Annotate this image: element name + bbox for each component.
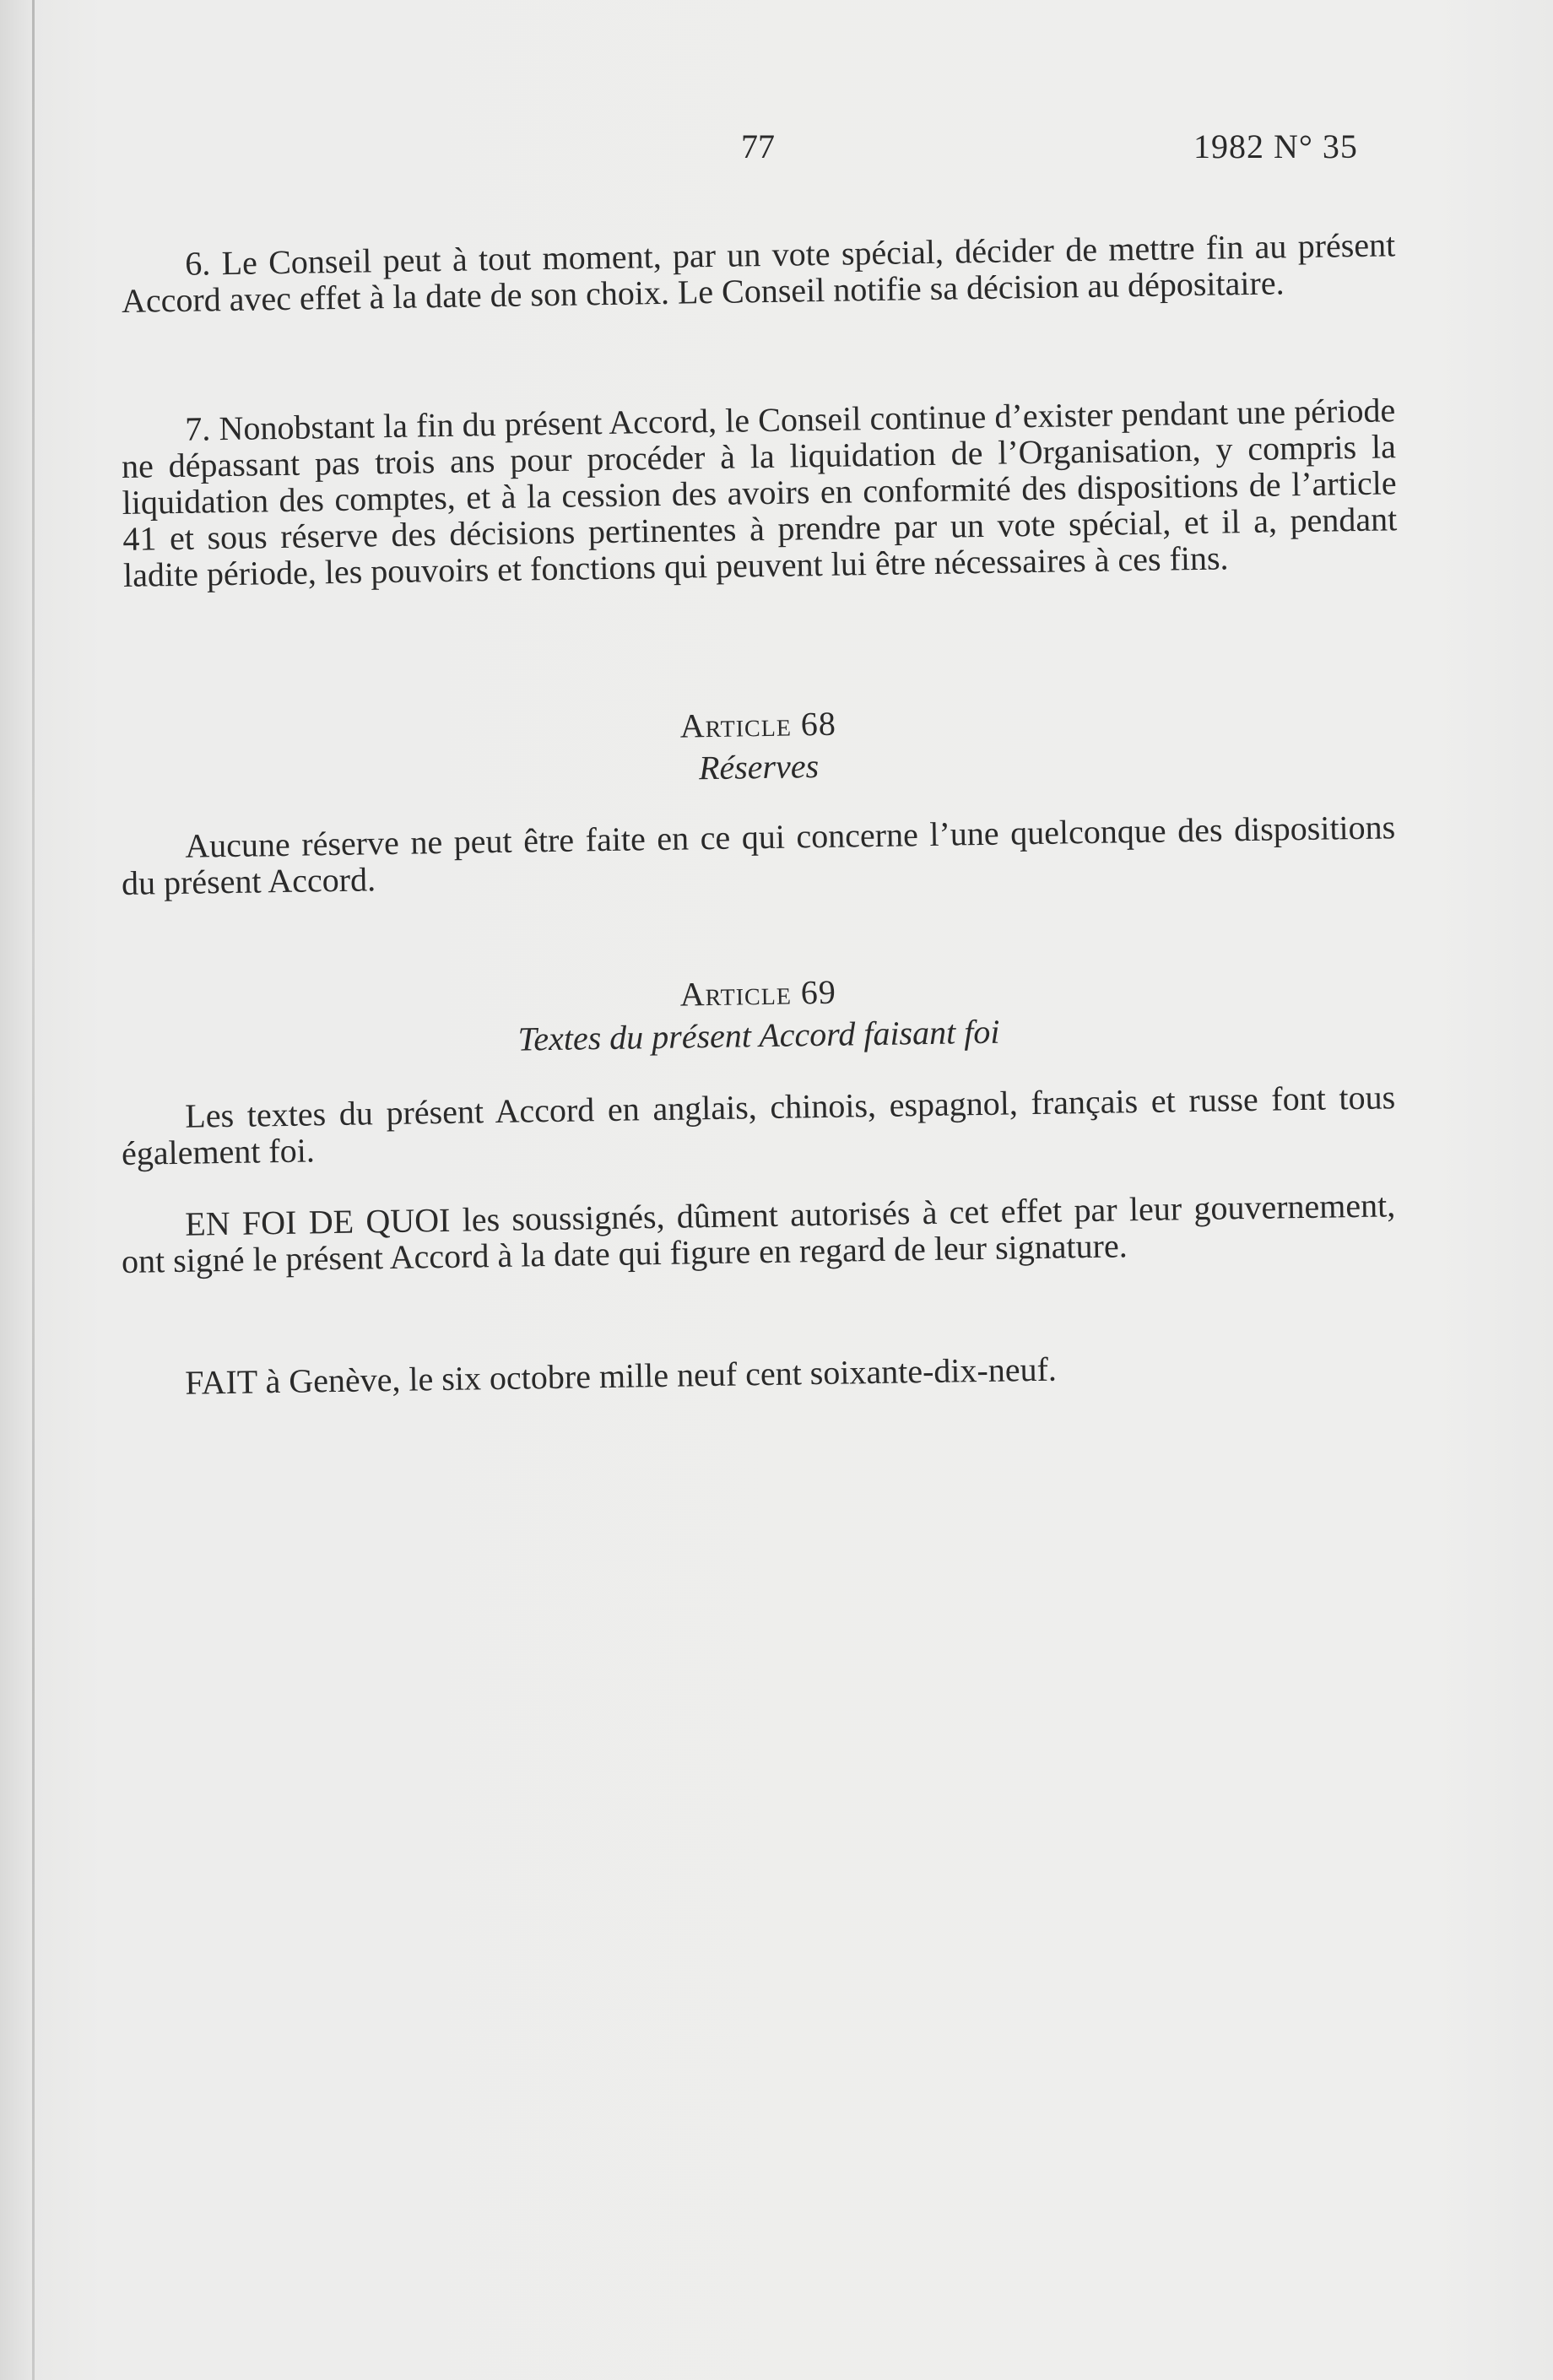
article-68-title: Article 68 [679, 704, 837, 745]
page-number: 77 [741, 127, 775, 165]
article-69-title: Article 69 [679, 972, 837, 1014]
article-69-text: Les textes du présent Accord en anglais, chinois, espagnol, français et russe font tous également foi. [121, 1078, 1396, 1172]
article-69-subtitle: Textes du présent Accord faisant foi [517, 1012, 1000, 1058]
en-foi-de-quoi-text: EN FOI DE QUOI les soussignés, dûment autorisés à cet effet par leur gouvernement, ont signé le présent Accord à la date qui figure en regard de leur signature. [121, 1186, 1396, 1280]
article-68-body [121, 809, 1396, 901]
paragraph-7 [121, 392, 1398, 593]
paragraph-7-text: 7. Nonobstant la fin du présent Accord, le Conseil continue d’exister pendant une période ne dépassant pas trois ans pour procéder à la liquidation de l’Organisation, y compris la liquidation des comptes, et à la cession des avoirs en conformité des dispositions de l’article 41 et sous réserve des décisions pertinentes à prendre par un vote spécial, et il a, pendant ladite période, les pouvoirs et fonctions qui peuvent lui être nécessaires à ces fins. [121, 391, 1398, 594]
article-68-text: Aucune réserve ne peut être faite en ce qui concerne l’une quelconque des dispositions du présent Accord. [121, 808, 1396, 902]
fait-a-geneve-text: FAIT à Genève, le six octobre mille neuf cent soixante-dix-neuf. [184, 1350, 1058, 1402]
paragraph-6 [121, 226, 1396, 319]
paragraph-6-text: 6. Le Conseil peut à tout moment, par un vote spécial, décider de mettre fin au présent Accord avec effet à la date de son choix. Le Conseil notifie sa décision au dépositaire. [121, 225, 1396, 320]
fait-a-geneve-clause [121, 1345, 1395, 1402]
page-binding-shadow [32, 0, 35, 2380]
page-header [0, 127, 1553, 169]
article-69-heading [121, 964, 1396, 1065]
en-foi-de-quoi-clause [121, 1187, 1396, 1279]
article-69-body [121, 1079, 1396, 1171]
article-68-heading [121, 695, 1396, 797]
series-reference: 1982 N° 35 [1193, 127, 1358, 165]
article-68-subtitle: Réserves [698, 747, 820, 787]
